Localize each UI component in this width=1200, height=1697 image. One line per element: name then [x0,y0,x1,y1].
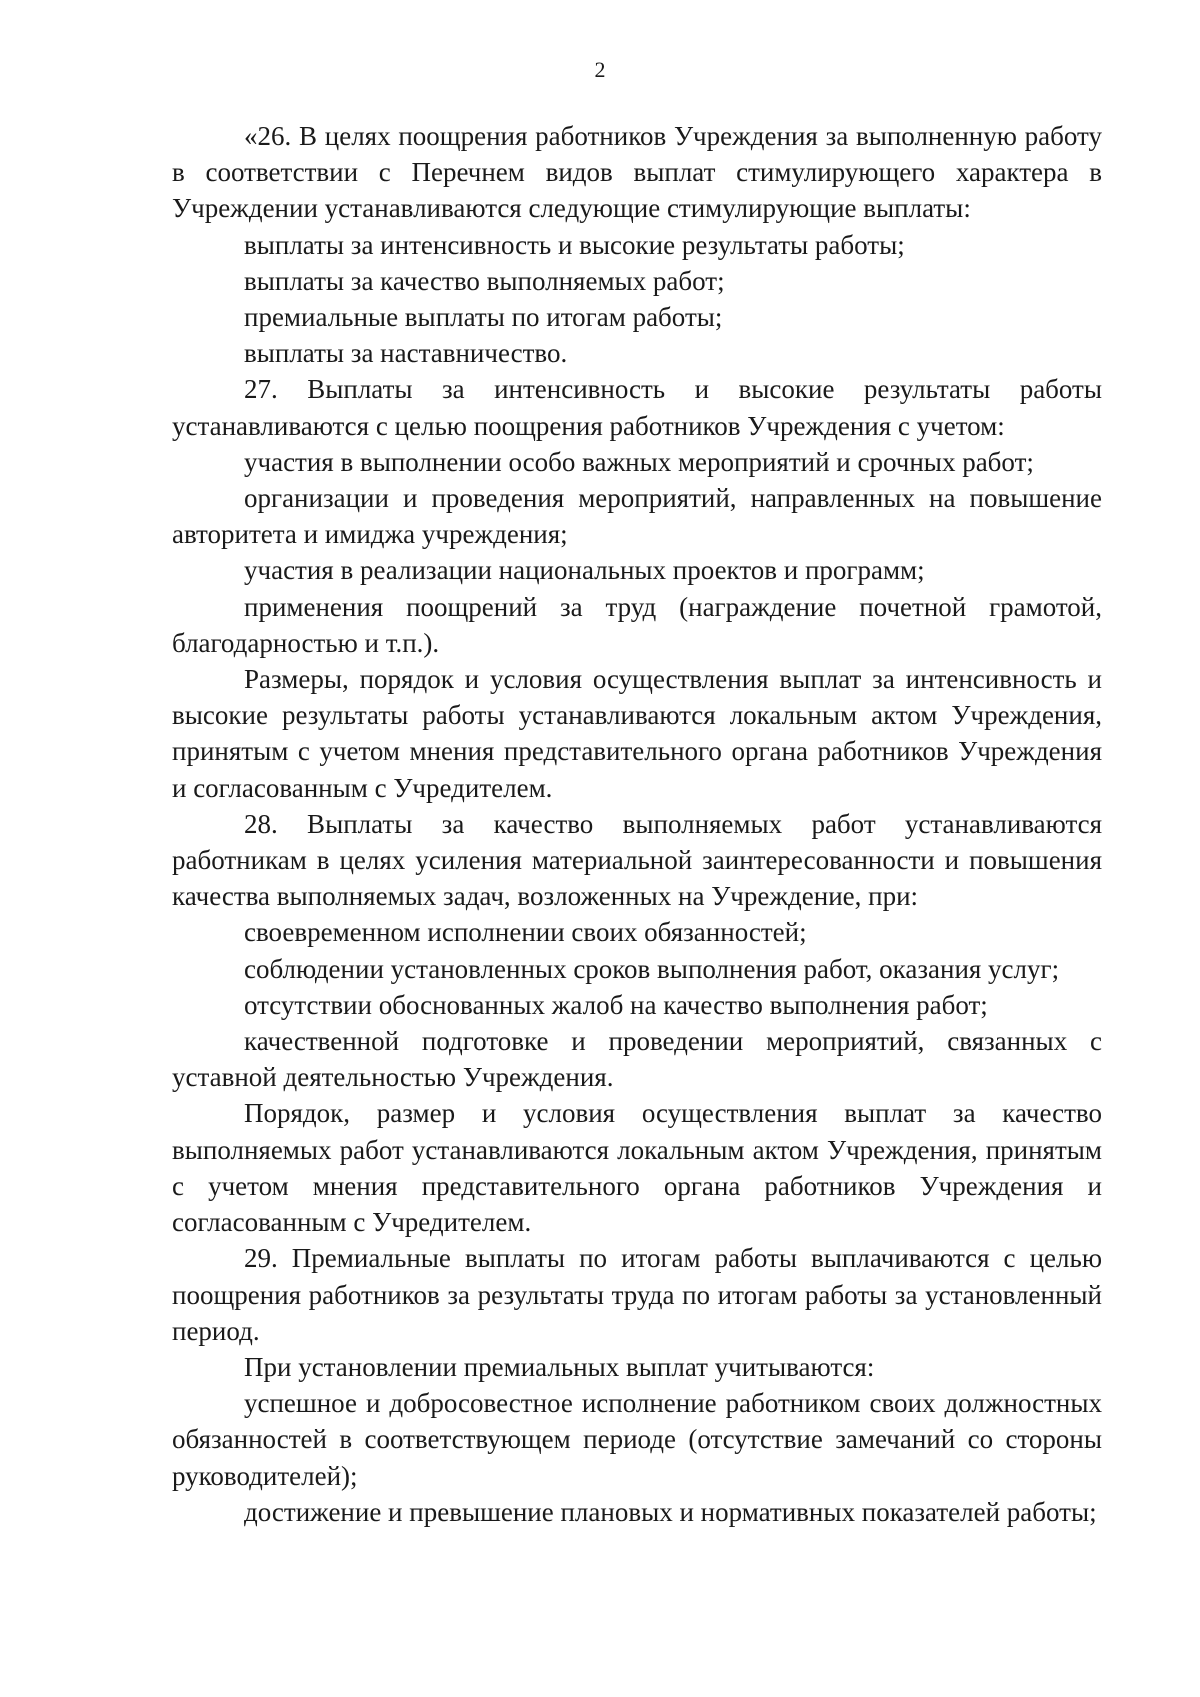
list-item-no-complaints: отсутствии обоснованных жалоб на качество выполнения работ; [244,989,988,1020]
list-item-quality-payments: выплаты за качество выполняемых работ; [244,265,725,296]
paragraph-item-28-intro: 28. Выплаты за качество выполняемых работ устанавливаются работникам в целях усиления материальной заинтересованности и повышения качества выполняемых задач, возложенных на Учреждение, при: [172,808,1102,912]
paragraph-item-27-intro: 27. Выплаты за интенсивность и высокие результаты работы устанавливаются с целью поощрения работников Учреждения с учетом: [172,374,1102,441]
page-number: 2 [594,57,606,82]
list-item-targets-achieved: достижение и превышение плановых и нормативных показателей работы; [244,1496,1097,1527]
document-body [172,118,1102,1530]
paragraph-item-28-procedure: Порядок, размер и условия осуществления выплат за качество выполняемых работ устанавливаются локальным актом Учреждения, принятым с учетом мнения представительного органа работников Учреждения и согласованным с Учредителем. [172,1098,1102,1238]
list-item-quality-events: качественной подготовке и проведении мероприятий, связанных с уставной деятельностью Учреждения. [172,1026,1102,1093]
list-item-important-events: участия в выполнении особо важных мероприятий и срочных работ; [244,446,1034,477]
list-item-diligent-performance: успешное и добросовестное исполнение работником своих должностных обязанностей в соответствующем периоде (отсутствие замечаний со стороны руководителей); [172,1388,1102,1491]
list-item-deadlines: соблюдении установленных сроков выполнения работ, оказания услуг; [244,953,1060,984]
list-item-mentoring-payments: выплаты за наставничество. [244,338,568,369]
list-item-timely-duties: своевременном исполнении своих обязанностей; [244,917,807,948]
list-item-intensity-payments: выплаты за интенсивность и высокие результаты работы; [244,229,905,260]
list-item-bonus-payments: премиальные выплаты по итогам работы; [244,302,723,333]
list-item-national-projects: участия в реализации национальных проектов и программ; [244,555,925,586]
paragraph-item-29-intro: 29. Премиальные выплаты по итогам работы выплачиваются с целью поощрения работников за результаты труда по итогам работы за установленный период. [172,1243,1102,1346]
list-item-labor-awards: применения поощрений за труд (награждение почетной грамотой, благодарностью и т.п.). [172,591,1102,658]
list-item-organizing-events: организации и проведения мероприятий, направленных на повышение авторитета и имиджа учреждения; [172,483,1102,550]
paragraph-item-26-intro: «26. В целях поощрения работников Учреждения за выполненную работу в соответствии с Перечнем видов выплат стимулирующего характера в Учреждении устанавливаются следующие стимулирующие выплаты: [172,121,1102,224]
paragraph-bonus-criteria-intro: При установлении премиальных выплат учитываются: [244,1351,875,1382]
paragraph-item-27-procedure: Размеры, порядок и условия осуществления выплат за интенсивность и высокие результаты работы устанавливаются локальным актом Учреждения, принятым с учетом мнения представительного органа работников Учреждения и согласованным с Учредителем. [172,664,1102,803]
